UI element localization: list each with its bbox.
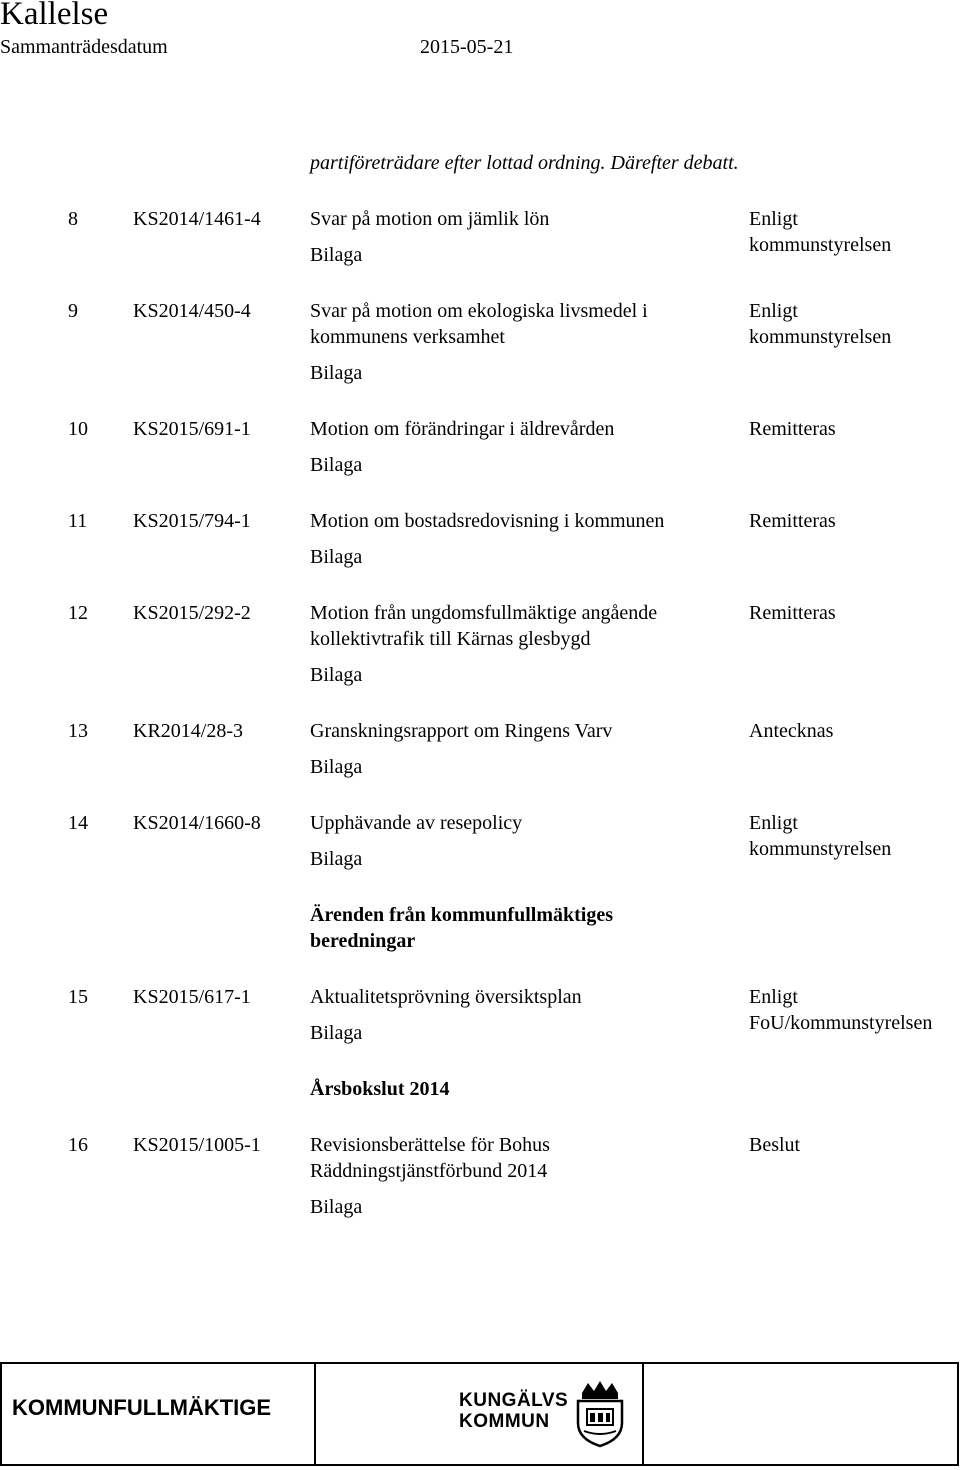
item-decision: Enligt [749,208,798,230]
item-subject: Motion från ungdomsfullmäktige angående [310,602,658,624]
item-reference: KS2014/1660-8 [133,812,261,834]
item-number: 16 [68,1134,88,1156]
item-reference: KR2014/28-3 [133,720,243,742]
item-attachment: Bilaga [310,244,363,266]
item-number: 9 [68,300,78,322]
item-number: 13 [68,720,88,742]
item-subject: Aktualitetsprövning översiktsplan [310,986,582,1008]
item-number: 12 [68,602,88,624]
footer-label: KOMMUNFULLMÄKTIGE [12,1395,272,1420]
item-subject: Upphävande av resepolicy [310,812,523,834]
item-reference: KS2015/794-1 [133,510,251,532]
item-decision: Enligt [749,986,798,1008]
item-subject: Motion om bostadsredovisning i kommunen [310,510,665,532]
item-number: 11 [68,510,88,532]
kungalv-crest-icon [572,1379,628,1449]
kommun-logo-text [459,1390,568,1432]
footer-box [0,1362,959,1466]
item-attachment: Bilaga [310,454,363,476]
item-decision: Antecknas [749,720,834,742]
item-attachment: Bilaga [310,848,363,870]
footer-divider [314,1364,316,1464]
item-subject: Granskningsrapport om Ringens Varv [310,720,613,742]
item-attachment: Bilaga [310,664,363,686]
item-decision: Remitteras [749,602,836,624]
section-heading: Ärenden från kommunfullmäktiges [310,904,613,926]
item-reference: KS2014/450-4 [133,300,251,322]
item-attachment: Bilaga [310,1022,363,1044]
item-reference: KS2015/691-1 [133,418,251,440]
intro-text: partiföreträdare efter lottad ordning. Därefter debatt. [310,152,739,174]
item-number: 15 [68,986,88,1008]
item-decision: kommunstyrelsen [749,838,892,860]
item-subject: Svar på motion om ekologiska livsmedel i [310,300,648,322]
item-number: 14 [68,812,88,834]
item-attachment: Bilaga [310,756,363,778]
item-decision: FoU/kommunstyrelsen [749,1012,933,1034]
item-subject: kommunens verksamhet [310,326,505,348]
item-decision: Remitteras [749,418,836,440]
section-heading: beredningar [310,930,416,952]
item-subject: Räddningstjänstförbund 2014 [310,1160,548,1182]
item-decision: Remitteras [749,510,836,532]
meeting-date-value: 2015-05-21 [420,36,514,58]
item-subject: Revisionsberättelse för Bohus [310,1134,550,1156]
item-attachment: Bilaga [310,546,363,568]
section-heading: Årsbokslut 2014 [310,1078,450,1100]
item-number: 8 [68,208,78,230]
item-decision: kommunstyrelsen [749,234,892,256]
item-reference: KS2015/617-1 [133,986,251,1008]
item-decision: Enligt [749,300,798,322]
item-decision: Enligt [749,812,798,834]
item-reference: KS2015/292-2 [133,602,251,624]
item-subject: Svar på motion om jämlik lön [310,208,550,230]
item-reference: KS2015/1005-1 [133,1134,261,1156]
item-attachment: Bilaga [310,1196,363,1218]
document-title: Kallelse [0,0,109,32]
item-reference: KS2014/1461-4 [133,208,261,230]
footer-divider [642,1364,644,1464]
item-subject: Motion om förändringar i äldrevården [310,418,615,440]
logo-line: KOMMUN [459,1411,550,1432]
logo-line: KUNGÄLVS [459,1390,569,1411]
item-subject: kollektivtrafik till Kärnas glesbygd [310,628,591,650]
item-decision: Beslut [749,1134,801,1156]
item-decision: kommunstyrelsen [749,326,892,348]
item-number: 10 [68,418,88,440]
meeting-date-label: Sammanträdesdatum [0,36,168,58]
item-attachment: Bilaga [310,362,363,384]
